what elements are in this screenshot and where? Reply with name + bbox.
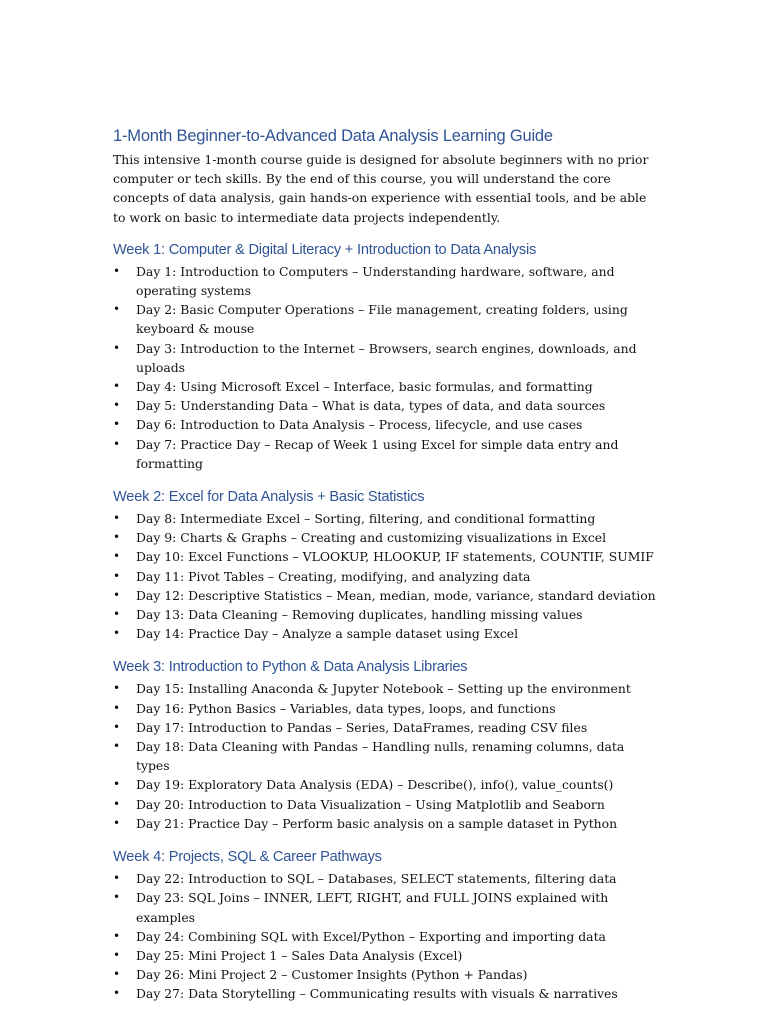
week-2-heading: Week 2: Excel for Data Analysis + Basic Statistics xyxy=(113,489,425,506)
day-19-item xyxy=(113,775,658,794)
day-27-text: Day 27: Data Storytelling – Communicating results with visuals & narratives xyxy=(136,986,618,1002)
day-3-item xyxy=(113,339,658,377)
day-4-item xyxy=(113,377,658,396)
day-15-item xyxy=(113,679,658,698)
day-3-text: Day 3: Introduction to the Internet – Browsers, search engines, downloads, and uploads xyxy=(136,340,637,375)
day-8-item xyxy=(113,509,658,528)
day-5-text: Day 5: Understanding Data – What is data, types of data, and data sources xyxy=(136,398,606,414)
day-10-text: Day 10: Excel Functions – VLOOKUP, HLOOKUP, IF statements, COUNTIF, SUMIF xyxy=(136,549,654,565)
day-5-item xyxy=(113,396,658,415)
day-25-item xyxy=(113,946,658,965)
day-12-text: Day 12: Descriptive Statistics – Mean, median, mode, variance, standard deviation xyxy=(136,587,656,603)
bullet-icon: • xyxy=(113,417,121,432)
day-27-item xyxy=(113,984,658,1003)
day-13-item xyxy=(113,605,658,624)
day-10-item xyxy=(113,547,658,566)
day-21-text: Day 21: Practice Day – Perform basic analysis on a sample dataset in Python xyxy=(136,815,618,831)
week-2-section xyxy=(113,486,658,643)
week-3-section xyxy=(113,656,658,833)
bullet-icon: • xyxy=(113,967,121,982)
bullet-icon: • xyxy=(113,511,121,526)
bullet-icon: • xyxy=(113,340,121,355)
day-7-text: Day 7: Practice Day – Recap of Week 1 using Excel for simple data entry and formatting xyxy=(136,436,619,471)
day-17-item xyxy=(113,718,658,737)
day-20-item xyxy=(113,795,658,814)
day-4-text: Day 4: Using Microsoft Excel – Interface, basic formulas, and formatting xyxy=(136,379,593,395)
day-18-text: Day 18: Data Cleaning with Pandas – Handling nulls, renaming columns, data types xyxy=(136,739,625,774)
bullet-icon: • xyxy=(113,681,121,696)
day-2-text: Day 2: Basic Computer Operations – File management, creating folders, using keyboard & mouse xyxy=(136,302,628,337)
bullet-icon: • xyxy=(113,928,121,943)
week-2-day-list xyxy=(113,509,658,643)
intro-paragraph: This intensive 1-month course guide is designed for absolute beginners with no prior computer or tech skills. By the end of this course, you will understand the core concepts of data analysis, gain hands-on experience with essential tools, and be able to work on basic to intermediate data projects independently. xyxy=(113,152,649,225)
week-1-heading: Week 1: Computer & Digital Literacy + Introduction to Data Analysis xyxy=(113,241,537,258)
day-26-text: Day 26: Mini Project 2 – Customer Insights (Python + Pandas) xyxy=(136,967,528,983)
day-1-item xyxy=(113,262,658,300)
day-16-text: Day 16: Python Basics – Variables, data types, loops, and functions xyxy=(136,700,556,716)
week-1-section xyxy=(113,239,658,473)
document-body xyxy=(113,122,658,1004)
day-24-item xyxy=(113,927,658,946)
day-12-item xyxy=(113,586,658,605)
week-4-day-list xyxy=(113,869,658,1003)
bullet-icon: • xyxy=(113,587,121,602)
week-4-section xyxy=(113,846,658,1003)
bullet-icon: • xyxy=(113,379,121,394)
document-title: 1-Month Beginner-to-Advanced Data Analysis Learning Guide xyxy=(113,127,553,145)
bullet-icon: • xyxy=(113,436,121,451)
bullet-icon: • xyxy=(113,700,121,715)
bullet-icon: • xyxy=(113,302,121,317)
day-15-text: Day 15: Installing Anaconda & Jupyter Notebook – Setting up the environment xyxy=(136,681,631,697)
day-20-text: Day 20: Introduction to Data Visualization – Using Matplotlib and Seaborn xyxy=(136,796,605,812)
bullet-icon: • xyxy=(113,398,121,413)
day-9-item xyxy=(113,528,658,547)
bullet-icon: • xyxy=(113,890,121,905)
week-3-day-list xyxy=(113,679,658,833)
bullet-icon: • xyxy=(113,549,121,564)
day-22-text: Day 22: Introduction to SQL – Databases, SELECT statements, filtering data xyxy=(136,871,617,887)
day-2-item xyxy=(113,300,658,338)
day-22-item xyxy=(113,869,658,888)
day-26-item xyxy=(113,965,658,984)
bullet-icon: • xyxy=(113,530,121,545)
day-16-item xyxy=(113,699,658,718)
day-18-item xyxy=(113,737,658,775)
bullet-icon: • xyxy=(113,777,121,792)
day-6-item xyxy=(113,415,658,434)
bullet-icon: • xyxy=(113,815,121,830)
day-13-text: Day 13: Data Cleaning – Removing duplicates, handling missing values xyxy=(136,607,583,623)
week-1-day-list xyxy=(113,262,658,473)
bullet-icon: • xyxy=(113,263,121,278)
bullet-icon: • xyxy=(113,568,121,583)
day-24-text: Day 24: Combining SQL with Excel/Python – Exporting and importing data xyxy=(136,928,606,944)
bullet-icon: • xyxy=(113,796,121,811)
day-8-text: Day 8: Intermediate Excel – Sorting, filtering, and conditional formatting xyxy=(136,511,596,527)
day-7-item xyxy=(113,435,658,473)
bullet-icon: • xyxy=(113,871,121,886)
day-9-text: Day 9: Charts & Graphs – Creating and customizing visualizations in Excel xyxy=(136,530,607,546)
bullet-icon: • xyxy=(113,739,121,754)
day-25-text: Day 25: Mini Project 1 – Sales Data Analysis (Excel) xyxy=(136,947,463,963)
day-11-item xyxy=(113,567,658,586)
day-1-text: Day 1: Introduction to Computers – Understanding hardware, software, and operating systems xyxy=(136,263,615,299)
bullet-icon: • xyxy=(113,947,121,962)
day-6-text: Day 6: Introduction to Data Analysis – Process, lifecycle, and use cases xyxy=(136,417,583,433)
week-4-heading: Week 4: Projects, SQL & Career Pathways xyxy=(113,849,382,866)
bullet-icon: • xyxy=(113,986,121,1001)
bullet-icon: • xyxy=(113,626,121,641)
bullet-icon: • xyxy=(113,607,121,622)
day-21-item xyxy=(113,814,658,833)
day-23-text: Day 23: SQL Joins – INNER, LEFT, RIGHT, and FULL JOINS explained with examples xyxy=(136,890,609,925)
day-17-text: Day 17: Introduction to Pandas – Series, DataFrames, reading CSV files xyxy=(136,719,588,735)
day-14-item xyxy=(113,624,658,643)
day-19-text: Day 19: Exploratory Data Analysis (EDA) – Describe(), info(), value_counts() xyxy=(136,777,614,793)
day-11-text: Day 11: Pivot Tables – Creating, modifying, and analyzing data xyxy=(136,568,531,584)
day-23-item xyxy=(113,888,658,926)
week-3-heading: Week 3: Introduction to Python & Data Analysis Libraries xyxy=(113,659,468,676)
day-14-text: Day 14: Practice Day – Analyze a sample dataset using Excel xyxy=(136,626,519,642)
bullet-icon: • xyxy=(113,719,121,734)
